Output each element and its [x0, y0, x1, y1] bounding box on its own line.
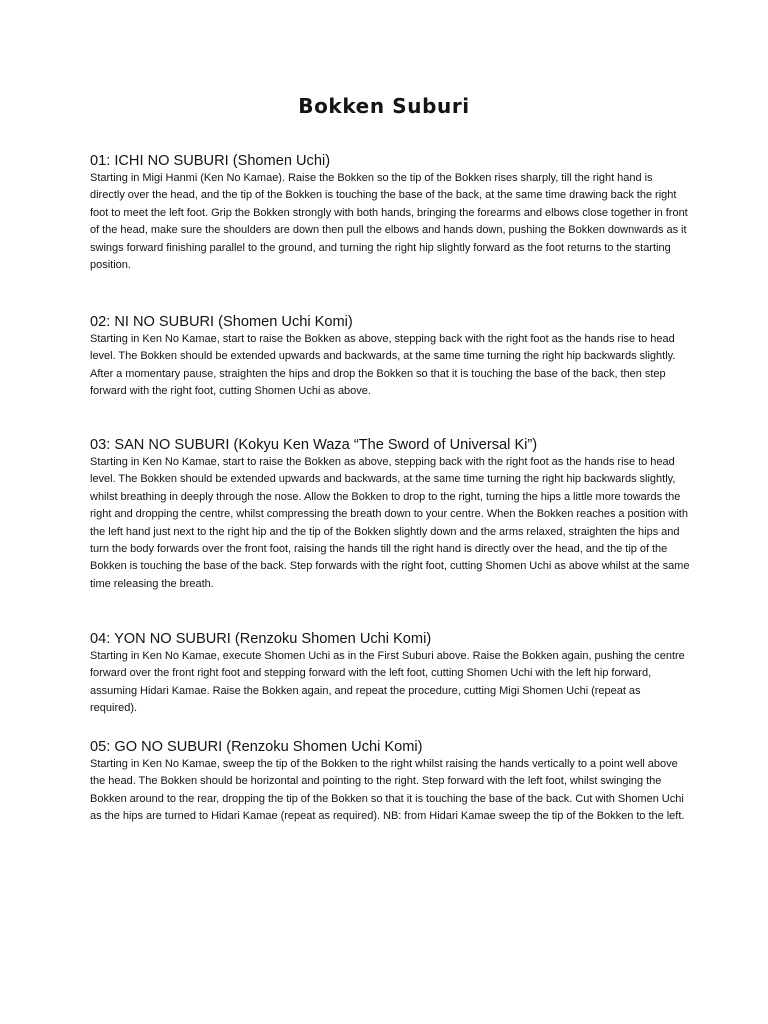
section-heading: 04: YON NO SUBURI (Renzoku Shomen Uchi Komi)	[90, 631, 432, 647]
section-heading: 02: NI NO SUBURI (Shomen Uchi Komi)	[90, 314, 353, 330]
section-body: Starting in Ken No Kamae, start to raise the Bokken as above, stepping back with the right foot as the hands rise to head level. The Bokken should be extended upwards and backwards, at the same time turning the right hip backwards slightly. After a momentary pause, straighten the hips and drop the Bokken so that it is touching the base of the back, then step forward with the right foot, cutting Shomen Uchi as above.	[90, 333, 676, 398]
suburi-section-1	[90, 152, 690, 274]
suburi-section-4	[90, 630, 690, 718]
suburi-section-3	[90, 436, 690, 593]
section-body: Starting in Ken No Kamae, execute Shomen Uchi as in the First Suburi above. Raise the Bokken again, pushing the centre forward over the front right foot and stepping forward with the left foot, cutting Shomen Uchi with the left hip forward, assuming Hidari Kamae. Raise the Bokken again, and repeat the procedure, cutting Migi Shomen Uchi (repeat as required).	[90, 650, 685, 715]
section-heading: 03: SAN NO SUBURI (Kokyu Ken Waza “The Sword of Universal Ki”)	[90, 437, 538, 453]
section-body: Starting in Migi Hanmi (Ken No Kamae). Raise the Bokken so the tip of the Bokken rises sharply, till the right hand is directly over the head, and the tip of the Bokken is touching the base of the back, at the same time drawing back the right foot to meet the left foot. Grip the Bokken strongly with both hands, bringing the forearms and elbows close together in front of the head, make sure the shoulders are down then pull the elbows and hands down, pushing the Bokken downwards as it swings forward finishing parallel to the ground, and turning the right hip slightly forward as the foot returns to the starting position.	[90, 172, 688, 272]
section-heading: 05: GO NO SUBURI (Renzoku Shomen Uchi Komi)	[90, 739, 423, 755]
section-body: Starting in Ken No Kamae, sweep the tip of the Bokken to the right whilst raising the hands vertically to a point well above the head. The Bokken should be horizontal and pointing to the right. Step forward with the left foot, whilst swinging the Bokken around to the rear, dropping the tip of the Bokken so that it is touching the base of the back. Cut with Shomen Uchi as the hips are turned to Hidari Kamae (repeat as required). NB: from Hidari Kamae sweep the tip of the Bokken to the left.	[90, 758, 685, 823]
section-heading: 01: ICHI NO SUBURI (Shomen Uchi)	[90, 153, 331, 169]
document-title: Bokken Suburi	[298, 94, 470, 118]
section-body: Starting in Ken No Kamae, start to raise the Bokken as above, stepping back with the right foot as the hands rise to head level. The Bokken should be extended upwards and backwards, at the same time turning the right hip backwards slightly, whilst breathing in deeply through the nose. Allow the Bokken to drop to the right, turning the hips a little more towards the right and dropping the centre, whilst compressing the breath down to your centre. When the Bokken reaches a position with the left hand just next to the right hip and the tip of the Bokken slightly down and the arms relaxed, straighten the hips and turn the body forwards over the front foot, raising the hands till the right hand is directly over the head, and the tip of the Bokken is touching the base of the back. Step forwards with the right foot, cutting Shomen Uchi as above whilst at the same time releasing the breath.	[90, 456, 690, 590]
suburi-section-5	[90, 738, 690, 826]
suburi-section-2	[90, 313, 690, 401]
